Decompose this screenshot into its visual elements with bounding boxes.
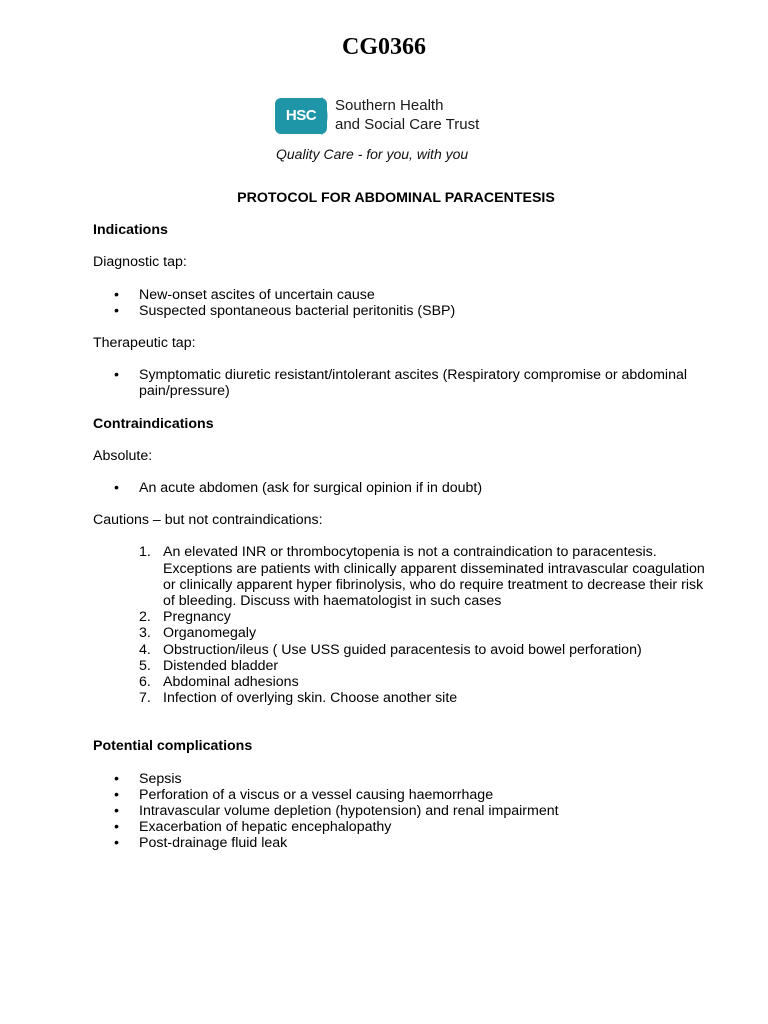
list-number: 3. [139,625,151,642]
therapeutic-list [93,367,713,399]
list-item [93,658,713,674]
therapeutic-label: Therapeutic tap: [93,335,196,352]
indications-heading: Indications [93,222,168,239]
document-body [93,190,713,868]
logo-arc-icon [319,96,331,136]
list-number: 5. [139,657,151,674]
protocol-title: PROTOCOL FOR ABDOMINAL PARACENTESIS [237,190,555,206]
trust-tagline: Quality Care - for you, with you [276,146,469,162]
trust-name-line1: Southern Health [335,97,444,114]
list-item [93,625,713,641]
list-text: Abdominal adhesions [163,674,299,691]
cautions-label: Cautions – but not contraindications: [93,512,323,529]
list-item: • Post-drainage fluid leak [93,835,713,851]
list-text: Pregnancy [163,609,231,626]
list-number: 4. [139,641,151,658]
list-item: • Sepsis [93,771,713,787]
list-number: 2. [139,609,151,626]
list-item [93,690,713,706]
list-number: 7. [139,690,151,707]
list-item: • Suspected spontaneous bacterial peritonitis (SBP) [93,303,713,319]
list-item: • Intravascular volume depletion (hypotension) and renal impairment [93,803,713,819]
complications-heading: Potential complications [93,738,253,755]
list-text: Obstruction/ileus ( Use USS guided paracentesis to avoid bowel perforation) [163,641,642,658]
absolute-list [93,480,713,496]
list-item: • New-onset ascites of uncertain cause [93,287,713,303]
diagnostic-label: Diagnostic tap: [93,254,187,271]
list-item: • An acute abdomen (ask for surgical opinion if in doubt) [93,480,713,496]
diagnostic-list [93,287,713,319]
list-text: An elevated INR or thrombocytopenia is not a contraindication to paracentesis. Exceptions are patients with clinically apparent disseminated intravascular coagulation or clinically apparent hyper fibrinolysis, who do require treatment to decrease their risk of bleeding. Discuss with haematologist in such cases [163,544,705,610]
list-item [93,609,713,625]
list-item: • Symptomatic diuretic resistant/intolerant ascites (Respiratory compromise or abdominal pain/pressure) [93,367,713,399]
trust-name-line2: and Social Care Trust [335,116,480,133]
list-text: Organomegaly [163,625,257,642]
list-text: Distended bladder [163,657,279,674]
absolute-label: Absolute: [93,447,153,464]
list-number: 1. [139,544,151,561]
list-number: 6. [139,674,151,691]
list-text: Infection of overlying skin. Choose another site [163,690,458,707]
list-item [93,674,713,690]
list-item [93,544,713,609]
document-code: CG0366 [342,34,426,60]
list-item [93,642,713,658]
contraindications-heading: Contraindications [93,415,214,432]
trust-name [335,96,479,134]
list-item: • Exacerbation of hepatic encephalopathy [93,819,713,835]
complications-list [93,771,713,852]
list-item: • Perforation of a viscus or a vessel causing haemorrhage [93,787,713,803]
hsc-badge: HSC [275,98,327,134]
cautions-list [93,544,713,706]
